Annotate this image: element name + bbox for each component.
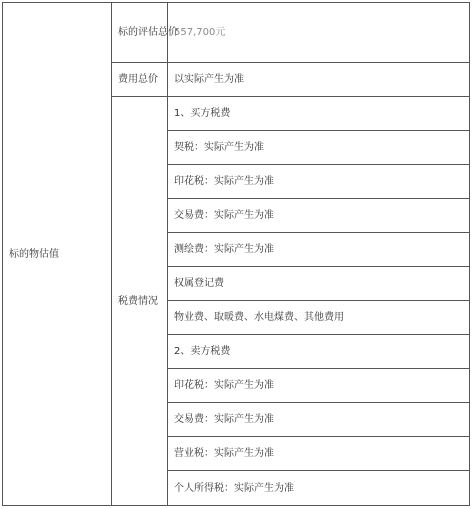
tax-item: 个人所得税：实际产生为准 <box>168 471 470 506</box>
table-row <box>3 3 470 63</box>
assessed-total-label: 标的评估总价 <box>112 3 168 63</box>
tax-item: 营业税：实际产生为准 <box>168 437 470 471</box>
assessed-total-value: 557,700元 <box>168 3 470 63</box>
tax-item: 2、卖方税费 <box>168 335 470 369</box>
tax-item: 交易费：实际产生为准 <box>168 403 470 437</box>
tax-item: 印花税：实际产生为准 <box>168 165 470 199</box>
tax-item: 印花税：实际产生为准 <box>168 369 470 403</box>
tax-item: 物业费、取暖费、水电煤费、其他费用 <box>168 301 470 335</box>
tax-item: 交易费：实际产生为准 <box>168 199 470 233</box>
valuation-table <box>2 2 470 506</box>
fee-total-label: 费用总价 <box>112 63 168 97</box>
fee-total-value: 以实际产生为准 <box>168 63 470 97</box>
tax-item: 权属登记费 <box>168 267 470 301</box>
tax-item: 测绘费：实际产生为准 <box>168 233 470 267</box>
subject-label: 标的物估值 <box>3 3 112 506</box>
tax-item: 契税：实际产生为准 <box>168 131 470 165</box>
tax-label: 税费情况 <box>112 97 168 506</box>
tax-item: 1、买方税费 <box>168 97 470 131</box>
